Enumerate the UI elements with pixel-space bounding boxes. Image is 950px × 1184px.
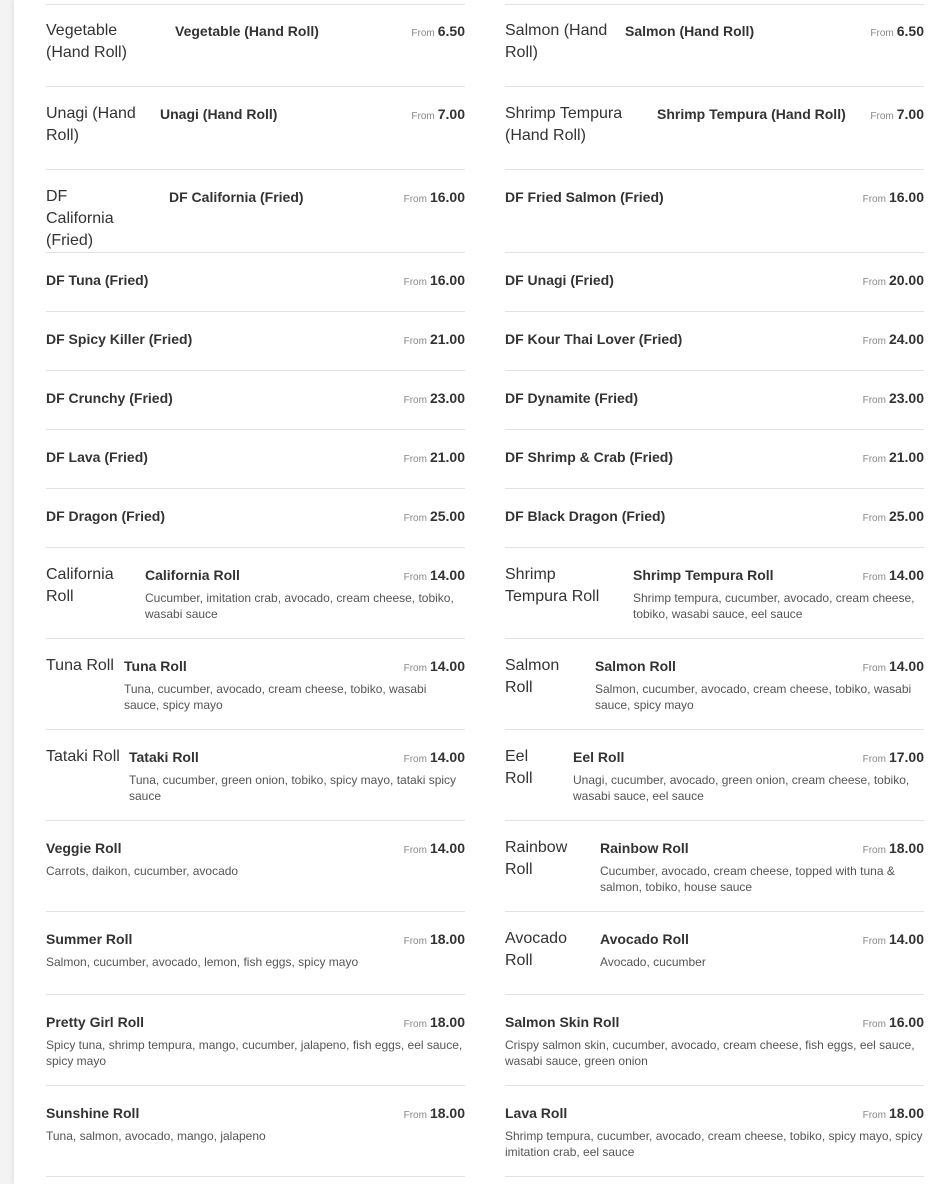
price-amount: 25.00 [429, 508, 465, 524]
price-prefix: From [862, 936, 886, 947]
price-prefix: From [870, 111, 894, 122]
price-prefix: From [411, 28, 435, 39]
menu-item-name: Vegetable (Hand Roll) [175, 23, 319, 39]
menu-item-price [404, 566, 465, 587]
menu-item-image[interactable]: Tuna Roll [46, 657, 114, 674]
menu-page [14, 0, 950, 1184]
menu-item-sunshine-roll[interactable] [46, 1086, 465, 1177]
price-amount: 16.00 [429, 272, 465, 288]
price-prefix: From [403, 754, 427, 765]
menu-item-description: Spicy tuna, shrimp tempura, mango, cucumber, jalapeno, fish eggs, eel sauce, spicy mayo [46, 1038, 463, 1068]
menu-item-shrimp-tempura-roll[interactable] [505, 548, 924, 639]
price-amount: 16.00 [888, 1014, 924, 1030]
menu-item-description: Tuna, salmon, avocado, mango, jalapeno [46, 1129, 266, 1143]
menu-item-name: Avocado Roll [600, 931, 689, 947]
menu-item-price [863, 839, 924, 860]
menu-item-unagi-hand-roll[interactable] [46, 87, 465, 170]
menu-item-df-kour-thai-lover-fried[interactable] [505, 312, 924, 371]
menu-item-name: DF Unagi (Fried) [505, 272, 614, 288]
menu-item-name: Salmon Roll [595, 658, 676, 674]
menu-item-name: Summer Roll [46, 931, 133, 947]
price-prefix: From [862, 1019, 886, 1030]
menu-item-price [863, 271, 924, 292]
price-amount: 18.00 [429, 1014, 465, 1030]
menu-item-price [404, 507, 465, 528]
menu-item-name: Rainbow Roll [600, 840, 689, 856]
price-prefix: From [403, 1110, 427, 1121]
menu-item-tataki-roll[interactable] [46, 730, 465, 821]
menu-item-description: Shrimp tempura, cucumber, avocado, cream cheese, tobiko, wasabi sauce, eel sauce [633, 591, 915, 621]
price-amount: 14.00 [429, 567, 465, 583]
menu-item-description: Salmon, cucumber, avocado, lemon, fish eggs, spicy mayo [46, 955, 359, 969]
price-amount: 6.50 [896, 23, 924, 39]
menu-item-name: DF Dragon (Fried) [46, 508, 165, 524]
menu-item-name: Unagi (Hand Roll) [160, 106, 278, 122]
price-prefix: From [403, 454, 427, 465]
menu-item-df-fried-salmon-fried[interactable] [505, 170, 924, 253]
price-amount: 17.00 [888, 749, 924, 765]
menu-item-pretty-girl-roll[interactable] [46, 995, 465, 1086]
price-prefix: From [411, 111, 435, 122]
menu-item-price [404, 1104, 465, 1125]
menu-item-image[interactable]: Salmon Roll [505, 657, 560, 696]
menu-item-price [404, 448, 465, 469]
menu-item-image[interactable]: Vegetable (Hand Roll) [46, 22, 127, 61]
price-amount: 23.00 [888, 390, 924, 406]
price-prefix: From [862, 336, 886, 347]
price-prefix: From [862, 1110, 886, 1121]
menu-item-price [404, 271, 465, 292]
price-prefix: From [403, 1019, 427, 1030]
menu-item-description: Unagi, cucumber, avocado, green onion, cream cheese, tobiko, wasabi sauce, eel sauce [573, 773, 910, 803]
menu-item-df-dragon-fried[interactable] [46, 489, 465, 548]
price-prefix: From [862, 663, 886, 674]
price-prefix: From [862, 395, 886, 406]
menu-item-price [404, 1013, 465, 1034]
price-prefix: From [862, 194, 886, 205]
menu-item-name: DF Lava (Fried) [46, 449, 148, 465]
menu-item-df-spicy-killer-fried[interactable] [46, 312, 465, 371]
menu-item-name: Shrimp Tempura (Hand Roll) [657, 106, 846, 122]
price-amount: 18.00 [888, 1105, 924, 1121]
menu-item-price [863, 1104, 924, 1125]
price-prefix: From [403, 194, 427, 205]
menu-item-df-unagi-fried[interactable] [505, 253, 924, 312]
menu-item-description: Cucumber, imitation crab, avocado, cream cheese, tobiko, wasabi sauce [145, 591, 454, 621]
menu-item-price [863, 657, 924, 678]
price-amount: 14.00 [429, 840, 465, 856]
menu-item-df-lava-fried[interactable] [46, 430, 465, 489]
menu-item-name: DF Spicy Killer (Fried) [46, 331, 193, 347]
menu-item-df-dynamite-fried[interactable] [505, 371, 924, 430]
menu-item-name: DF Fried Salmon (Fried) [505, 189, 664, 205]
menu-item-name: DF Dynamite (Fried) [505, 390, 639, 406]
price-amount: 14.00 [888, 658, 924, 674]
menu-item-name: Lava Roll [505, 1105, 568, 1121]
menu-item-price [404, 839, 465, 860]
price-amount: 21.00 [429, 449, 465, 465]
menu-item-name: Eel Roll [573, 749, 625, 765]
menu-item-price [870, 22, 924, 43]
price-prefix: From [403, 395, 427, 406]
menu-item-vegetable-hand-roll[interactable] [46, 4, 465, 87]
price-amount: 7.00 [437, 106, 465, 122]
menu-item-description: Crispy salmon skin, cucumber, avocado, cream cheese, fish eggs, eel sauce, wasabi sauce, green onion [505, 1038, 915, 1068]
price-amount: 14.00 [888, 567, 924, 583]
price-amount: 16.00 [888, 189, 924, 205]
menu-item-salmon-roll[interactable] [505, 639, 924, 730]
price-amount: 14.00 [429, 749, 465, 765]
menu-item-image[interactable]: Shrimp Tempura Roll [505, 566, 600, 605]
menu-item-description: Salmon, cucumber, avocado, cream cheese, tobiko, wasabi sauce, spicy mayo [595, 682, 912, 712]
menu-item-price [863, 1013, 924, 1034]
menu-item-name: Salmon (Hand Roll) [625, 23, 755, 39]
menu-item-price [404, 389, 465, 410]
price-prefix: From [403, 845, 427, 856]
menu-item-name: DF Shrimp & Crab (Fried) [505, 449, 674, 465]
price-prefix: From [870, 28, 894, 39]
price-prefix: From [403, 336, 427, 347]
menu-item-veggie-roll[interactable] [46, 821, 465, 912]
menu-item-name: DF California (Fried) [169, 189, 304, 205]
menu-item-description: Avocado, cucumber [600, 955, 706, 969]
price-prefix: From [403, 513, 427, 524]
menu-item-california-roll[interactable] [46, 548, 465, 639]
menu-item-image[interactable]: Unagi (Hand Roll) [46, 105, 136, 144]
menu-item-tuna-roll[interactable] [46, 639, 465, 730]
price-amount: 16.00 [429, 189, 465, 205]
menu-item-price [404, 748, 465, 769]
price-prefix: From [862, 513, 886, 524]
menu-item-image[interactable]: Tataki Roll [46, 748, 120, 765]
menu-item-price [863, 748, 924, 769]
menu-item-image[interactable]: Salmon (Hand Roll) [505, 22, 608, 61]
price-prefix: From [403, 572, 427, 583]
menu-item-image[interactable]: Avocado Roll [505, 930, 567, 969]
menu-item-price [863, 188, 924, 209]
price-amount: 6.50 [437, 23, 465, 39]
menu-item-name: Tuna Roll [124, 658, 187, 674]
menu-item-price [870, 105, 924, 126]
price-amount: 24.00 [888, 331, 924, 347]
menu-item-price [863, 330, 924, 351]
menu-item-image[interactable]: Shrimp Tempura (Hand Roll) [505, 105, 623, 144]
menu-item-price [863, 389, 924, 410]
price-amount: 18.00 [888, 840, 924, 856]
menu-item-df-shrimp-and-crab-fried[interactable] [505, 430, 924, 489]
price-amount: 23.00 [429, 390, 465, 406]
menu-item-df-california-fried[interactable] [46, 170, 465, 253]
menu-item-price [404, 188, 465, 209]
price-prefix: From [862, 572, 886, 583]
price-prefix: From [403, 936, 427, 947]
menu-item-price [863, 507, 924, 528]
menu-item-name: California Roll [145, 567, 240, 583]
menu-item-name: DF Tuna (Fried) [46, 272, 149, 288]
menu-item-rainbow-roll[interactable] [505, 821, 924, 912]
menu-item-price [863, 930, 924, 951]
menu-item-image[interactable]: Eel Roll [505, 748, 533, 787]
menu-item-description: Tuna, cucumber, avocado, cream cheese, tobiko, wasabi sauce, spicy mayo [124, 682, 427, 712]
menu-item-name: DF Kour Thai Lover (Fried) [505, 331, 683, 347]
menu-item-name: Salmon Skin Roll [505, 1014, 620, 1030]
menu-item-name: Sunshine Roll [46, 1105, 140, 1121]
menu-item-price [411, 22, 465, 43]
price-amount: 14.00 [429, 658, 465, 674]
menu-item-description: Tuna, cucumber, green onion, tobiko, spicy mayo, tataki spicy sauce [129, 773, 457, 803]
price-amount: 21.00 [429, 331, 465, 347]
menu-item-image[interactable]: DF California (Fried) [46, 188, 114, 249]
menu-item-image[interactable]: California Roll [46, 566, 114, 605]
price-amount: 25.00 [888, 508, 924, 524]
menu-item-name: DF Black Dragon (Fried) [505, 508, 666, 524]
menu-item-image[interactable]: Rainbow Roll [505, 839, 568, 878]
price-prefix: From [862, 277, 886, 288]
menu-item-df-tuna-fried[interactable] [46, 253, 465, 312]
price-amount: 20.00 [888, 272, 924, 288]
menu-item-df-crunchy-fried[interactable] [46, 371, 465, 430]
menu-item-shrimp-tempura-hand-roll[interactable] [505, 87, 924, 170]
menu-item-name: Shrimp Tempura Roll [633, 567, 774, 583]
price-prefix: From [862, 454, 886, 465]
menu-item-description: Cucumber, avocado, cream cheese, topped with tuna & salmon, tobiko, house sauce [600, 864, 895, 894]
price-prefix: From [403, 277, 427, 288]
menu-item-description: Shrimp tempura, cucumber, avocado, cream cheese, tobiko, spicy mayo, spicy imitation crab, eel sauce [505, 1129, 923, 1159]
menu-item-lava-roll[interactable] [505, 1086, 924, 1177]
menu-item-price [404, 330, 465, 351]
menu-item-price [404, 657, 465, 678]
price-amount: 7.00 [896, 106, 924, 122]
price-amount: 21.00 [888, 449, 924, 465]
menu-item-name: Veggie Roll [46, 840, 122, 856]
menu-item-name: Tataki Roll [129, 749, 199, 765]
menu-item-df-black-dragon-fried[interactable] [505, 489, 924, 548]
price-amount: 14.00 [888, 931, 924, 947]
price-prefix: From [403, 663, 427, 674]
menu-item-name: Pretty Girl Roll [46, 1014, 145, 1030]
menu-item-description: Carrots, daikon, cucumber, avocado [46, 864, 239, 878]
menu-item-summer-roll[interactable] [46, 912, 465, 995]
menu-item-price [404, 930, 465, 951]
menu-item-avocado-roll[interactable] [505, 912, 924, 995]
menu-item-eel-roll[interactable] [505, 730, 924, 821]
price-prefix: From [862, 754, 886, 765]
menu-item-price [863, 448, 924, 469]
menu-item-salmon-hand-roll[interactable] [505, 4, 924, 87]
menu-item-price [863, 566, 924, 587]
price-amount: 18.00 [429, 931, 465, 947]
menu-item-price [411, 105, 465, 126]
price-amount: 18.00 [429, 1105, 465, 1121]
menu-item-name: DF Crunchy (Fried) [46, 390, 173, 406]
menu-item-salmon-skin-roll[interactable] [505, 995, 924, 1086]
price-prefix: From [862, 845, 886, 856]
